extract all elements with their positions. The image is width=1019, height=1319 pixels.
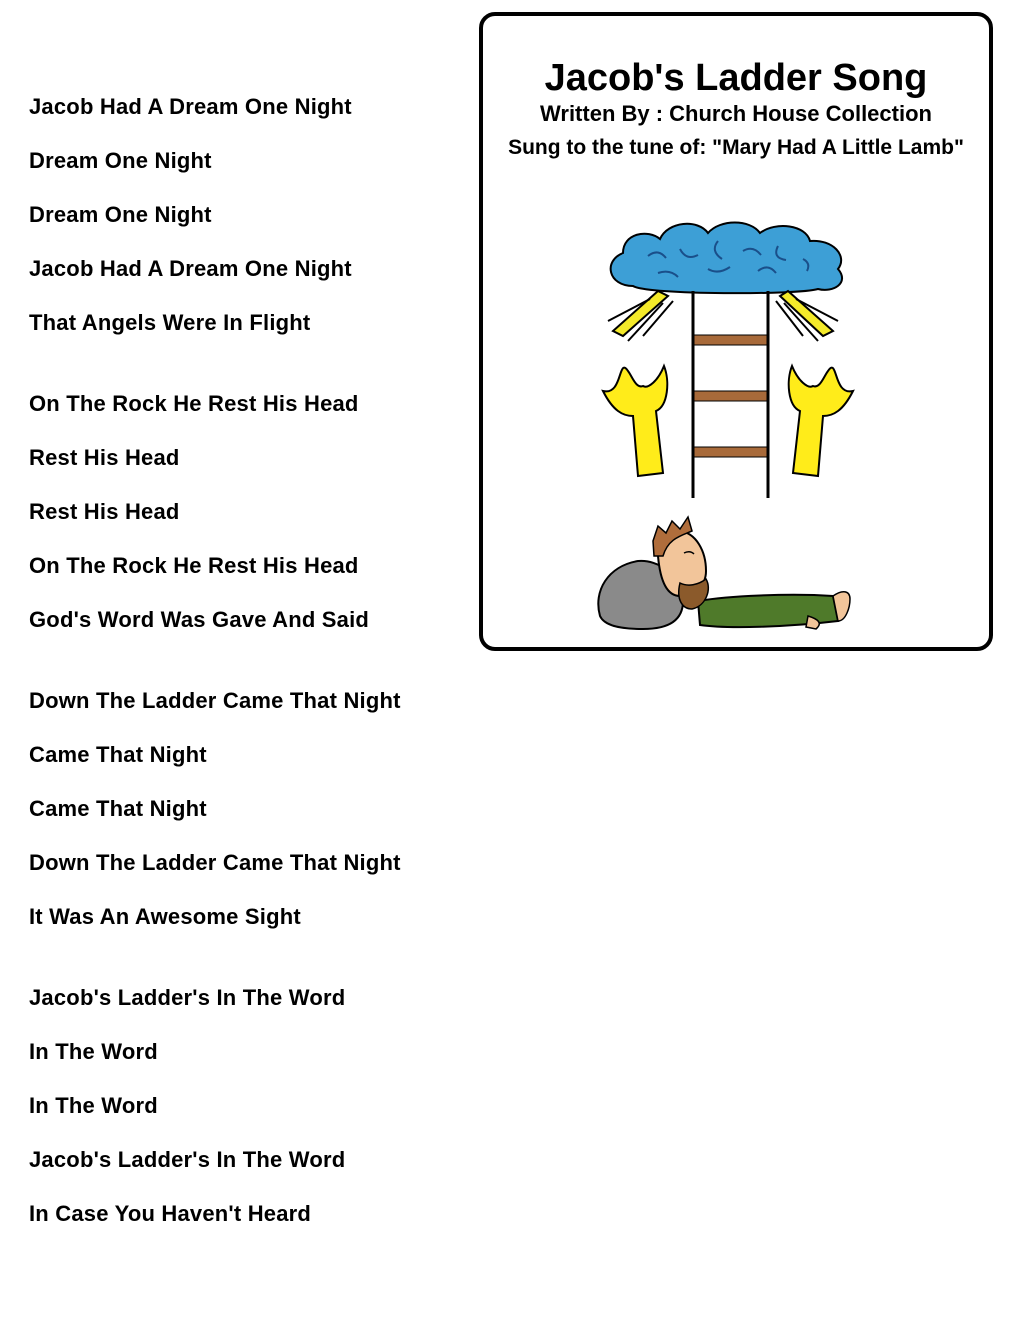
lyric-line: Rest His Head	[29, 445, 180, 470]
lyric-line: Jacob's Ladder's In The Word	[29, 985, 346, 1010]
lyric-line: Jacob Had A Dream One Night	[29, 256, 352, 281]
lyric-line: Down The Ladder Came That Night	[29, 850, 401, 875]
lyric-line: In The Word	[29, 1093, 158, 1118]
lyric-line: That Angels Were In Flight	[29, 310, 311, 335]
angel-right-icon	[789, 366, 853, 476]
light-rays-icon	[608, 291, 838, 341]
song-title-card	[479, 12, 993, 651]
angel-left-icon	[603, 366, 667, 476]
lyric-line: Came That Night	[29, 742, 207, 767]
lyric-line: Rest His Head	[29, 499, 180, 524]
lyric-line: In The Word	[29, 1039, 158, 1064]
lyric-line: Dream One Night	[29, 202, 212, 227]
lyric-line: In Case You Haven't Heard	[29, 1201, 312, 1226]
lyric-line: Jacob's Ladder's In The Word	[29, 1147, 346, 1172]
ladder-icon	[693, 291, 768, 498]
lyric-line: Down The Ladder Came That Night	[29, 688, 401, 713]
lyric-line: Jacob Had A Dream One Night	[29, 94, 352, 119]
song-author: Written By : Church House Collection	[540, 101, 932, 126]
lyric-line: Came That Night	[29, 796, 207, 821]
sleeping-jacob-icon	[653, 517, 850, 629]
cloud-icon	[611, 223, 842, 294]
lyric-line: On The Rock He Rest His Head	[29, 553, 359, 578]
lyric-line: Dream One Night	[29, 148, 212, 173]
song-title: Jacob's Ladder Song	[544, 57, 928, 99]
jacobs-ladder-illustration	[588, 211, 878, 631]
lyric-line: On The Rock He Rest His Head	[29, 391, 359, 416]
lyric-line: God's Word Was Gave And Said	[29, 607, 370, 632]
lyric-line: It Was An Awesome Sight	[29, 904, 301, 929]
song-tune: Sung to the tune of: "Mary Had A Little Lamb"	[508, 136, 964, 159]
